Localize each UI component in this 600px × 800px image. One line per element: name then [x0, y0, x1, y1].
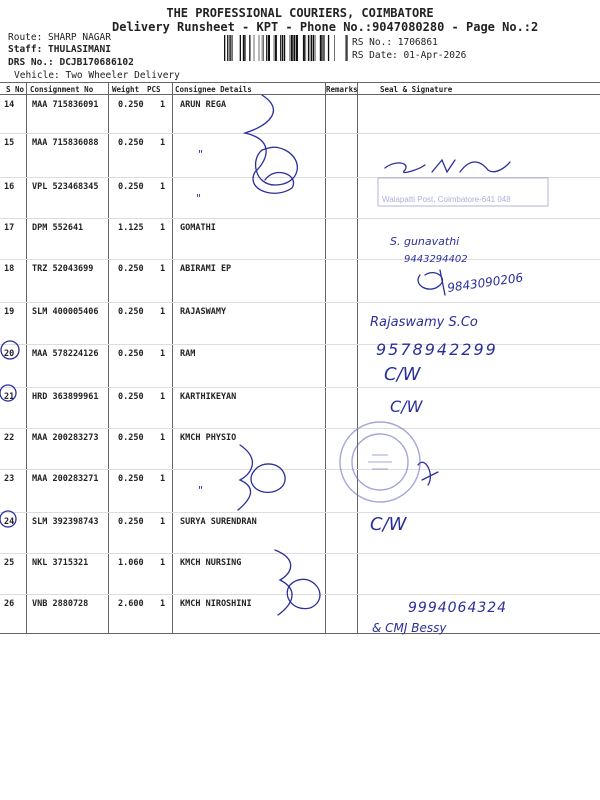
handwritten-name: Rajaswamy S.Co	[370, 315, 478, 330]
physiotherapy-stamp	[340, 422, 420, 502]
cell-weight: 0.250	[118, 307, 144, 317]
circled-three-mark	[256, 147, 298, 185]
ditto-mark: "	[196, 192, 202, 205]
col-header-sno: S No	[6, 85, 25, 94]
ditto-mark: "	[198, 148, 204, 161]
cell-consignee: KARTHIKEYAN	[180, 392, 237, 402]
bracket-mark	[245, 95, 294, 193]
runsheet-subtitle: Delivery Runsheet - KPT - Phone No.:9047080280 - Page No.:2	[112, 20, 539, 34]
cell-consignee: ABIRAMI EP	[180, 264, 232, 274]
cell-weight: 0.250	[118, 474, 144, 484]
cell-consignment: MAA 715836091	[32, 100, 99, 110]
route-label: Route: SHARP NAGAR	[8, 32, 111, 43]
col-header-remarks: Remarks	[326, 85, 358, 94]
cell-consignment: SLM 392398743	[32, 517, 99, 527]
cell-pcs: 1	[160, 349, 166, 359]
bracket-mark	[238, 445, 252, 510]
cell-consignee: GOMATHI	[180, 223, 216, 233]
circled-sno-mark	[0, 511, 16, 527]
bracket-mark	[275, 550, 292, 615]
cell-consignment: NKL 3715321	[32, 558, 89, 568]
cell-sno: 24	[4, 517, 15, 527]
circled-sno-mark	[0, 385, 16, 401]
stamp-row-16	[378, 178, 548, 206]
drs-number: DRS No.: DCJB170686102	[8, 57, 134, 68]
cell-weight: 0.250	[118, 182, 144, 192]
cell-pcs: 1	[160, 558, 166, 568]
cell-sno: 16	[4, 182, 15, 192]
cell-sno: 22	[4, 433, 15, 443]
col-header-consignee: Consignee Details	[175, 85, 252, 94]
cell-weight: 0.250	[118, 349, 144, 359]
cell-sno: 21	[4, 392, 15, 402]
cell-sno: 26	[4, 599, 15, 609]
cell-pcs: 1	[160, 433, 166, 443]
signature-scribble	[418, 462, 438, 485]
cell-pcs: 1	[160, 517, 166, 527]
stamp-text: Walapatti Post, Coimbatore-641 048	[382, 195, 511, 204]
handwritten-name: S. gunavathi	[390, 235, 460, 248]
cell-weight: 0.250	[118, 433, 144, 443]
signature-scribble	[385, 160, 510, 173]
company-title: THE PROFESSIONAL COURIERS, COIMBATORE	[166, 6, 434, 20]
cell-consignment: HRD 363899961	[32, 392, 99, 402]
circled-sno-mark	[1, 341, 19, 359]
cell-consignment: MAA 200283271	[32, 474, 99, 484]
circled-two-mark	[251, 464, 285, 492]
cell-weight: 0.250	[118, 138, 144, 148]
cell-pcs: 1	[160, 392, 166, 402]
cell-consignment: TRZ 52043699	[32, 264, 94, 274]
cell-weight: 1.060	[118, 558, 144, 568]
handwritten-name: & CMJ Bessy	[372, 621, 447, 635]
cell-weight: 0.250	[118, 264, 144, 274]
cell-sno: 18	[4, 264, 15, 274]
cell-consignment: VNB 2880728	[32, 599, 89, 609]
cell-sno: 19	[4, 307, 15, 317]
col-header-weight: Weight	[112, 85, 140, 94]
cell-consignment: DPM 552641	[32, 223, 84, 233]
cell-pcs: 1	[160, 474, 166, 484]
cell-consignee: KMCH PHYSIO	[180, 433, 237, 443]
cell-sno: 20	[4, 349, 15, 359]
cell-consignee: RAM	[180, 349, 196, 359]
cell-consignee: KMCH NIROSHINI	[180, 599, 252, 609]
cell-weight: 2.600	[118, 599, 144, 609]
cell-weight: 0.250	[118, 100, 144, 110]
handwritten-cw-mark: C/W	[390, 397, 423, 416]
rs-date: RS Date: 01-Apr-2026	[352, 50, 467, 61]
cell-weight: 0.250	[118, 517, 144, 527]
cell-pcs: 1	[160, 223, 166, 233]
cell-weight: 1.125	[118, 223, 144, 233]
cell-weight: 0.250	[118, 392, 144, 402]
cell-consignment: SLM 400005406	[32, 307, 99, 317]
col-header-seal: Seal & Signature	[380, 85, 453, 94]
cell-pcs: 1	[160, 182, 166, 192]
handwritten-phone: 9843090206	[446, 270, 525, 295]
col-header-consignment: Consignment No	[30, 85, 94, 94]
cell-consignment: MAA 200283273	[32, 433, 99, 443]
handwritten-phone: 9994064324	[408, 600, 508, 616]
staff-label: Staff: THULASIMANI	[8, 44, 111, 55]
signature-scribble	[418, 270, 445, 295]
cell-pcs: 1	[160, 100, 166, 110]
cell-consignee: RAJASWAMY	[180, 307, 227, 317]
rs-number: RS No.: 1706861	[352, 37, 438, 48]
cell-sno: 17	[4, 223, 15, 233]
cell-pcs: 1	[160, 264, 166, 274]
cell-pcs: 1	[160, 138, 166, 148]
ditto-mark: "	[198, 484, 204, 497]
cell-consignee: KMCH NURSING	[180, 558, 242, 568]
cell-consignment: VPL 523468345	[32, 182, 99, 192]
vehicle-label: Vehicle: Two Wheeler Delivery	[14, 70, 180, 81]
cell-consignee: SURYA SURENDRAN	[180, 517, 257, 527]
handwritten-cw-mark: C/W	[384, 364, 421, 385]
cell-consignment: MAA 715836088	[32, 138, 99, 148]
cell-consignment: MAA 578224126	[32, 349, 99, 359]
cell-pcs: 1	[160, 307, 166, 317]
cell-sno: 25	[4, 558, 15, 568]
cell-pcs: 1	[160, 599, 166, 609]
cell-sno: 15	[4, 138, 15, 148]
cell-consignee: ARUN REGA	[180, 100, 227, 110]
handwritten-phone: 9443294402	[404, 254, 468, 265]
cell-sno: 23	[4, 474, 15, 484]
cell-sno: 14	[4, 100, 15, 110]
col-header-pcs: PCS	[147, 85, 161, 94]
handwritten-phone: 9578942299	[376, 340, 498, 359]
handwritten-cw-mark: C/W	[370, 514, 407, 535]
